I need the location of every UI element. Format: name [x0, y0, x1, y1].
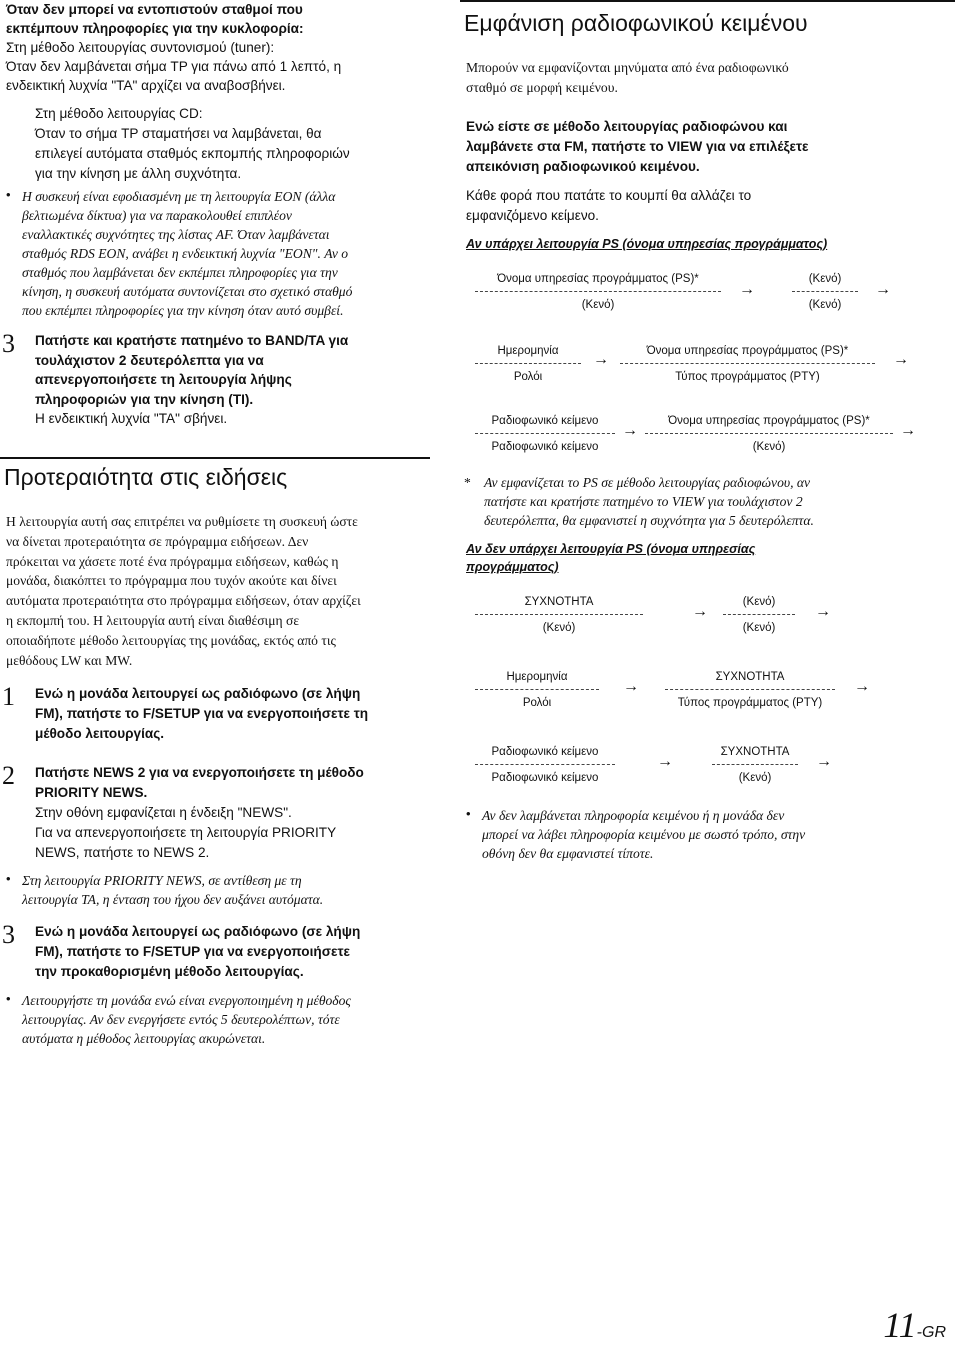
intro-line: Μπορούν να εμφανίζονται μηνύματα από ένα ραδιοφωνικό: [466, 60, 789, 75]
intro-cd-line: Στη μέθοδο λειτουργίας CD:: [35, 106, 203, 121]
flow-box-bottom: (Κενό): [808, 299, 842, 311]
priority-note-line: Στη λειτουργία PRIORITY NEWS, σε αντίθεση με τη: [22, 873, 302, 888]
ps-footnote: [460, 473, 955, 530]
radio-text-intro: [466, 58, 789, 98]
intro-heading: [6, 0, 304, 38]
flow-box-top: Ημερομηνία: [506, 671, 568, 683]
eon-note-line: εναλλακτικές συχνότητες της λίστας AF. Όταν λαμβάνεται: [22, 227, 330, 242]
final-note-line: λειτουργίας. Αν δεν ενεργήσετε εντός 5 δευτερολέπτων, τότε: [22, 1012, 340, 1027]
flow-box-top: Ραδιοφωνικό κείμενο: [491, 746, 599, 758]
step-result: Στην οθόνη εμφανίζεται η ένδειξη "NEWS".: [35, 805, 292, 820]
step-result: Για να απενεργοποιήσετε τη λειτουργία PRIORITY: [35, 825, 337, 840]
flow-box: [475, 343, 581, 385]
arrow-right-icon: →: [815, 603, 831, 620]
eon-note-line: κίνηση, η συσκευή αυτόματα συντονίζεται στο σχετικό σταθμό: [22, 284, 353, 299]
step-result: Η ενδεικτική λυχνία "TA" σβήνει.: [35, 411, 228, 426]
step-2-news: [0, 763, 440, 863]
step-number: 2: [2, 761, 15, 790]
page-number: [883, 1304, 946, 1346]
flow-box: [475, 594, 643, 636]
section-rule: [460, 0, 955, 2]
flow-box-top: Ημερομηνία: [497, 345, 559, 357]
nops-heading-line: προγράμματος): [466, 560, 559, 574]
step-number: 3: [2, 920, 15, 949]
flow-box-divider: [475, 689, 599, 690]
footnote-line: πατήστε και κρατήστε πατημένο το VIEW για τουλάχιστον 2: [484, 494, 803, 509]
arrow-right-icon: →: [692, 603, 708, 620]
flow-box-top: Όνομα υπηρεσίας προγράμματος (PS)*: [497, 273, 699, 285]
news-description-line: Η λειτουργία αυτή σας επιτρέπει να ρυθμίσετε τη συσκευή ώστε: [6, 514, 358, 529]
news-description-line: πρόκειται να χάσετε ποτέ ένα πρόγραμμα ειδήσεων, καθώς η: [6, 553, 339, 569]
step-result: NEWS, πατήστε το NEWS 2.: [35, 845, 210, 860]
flow-box-divider: [712, 764, 798, 765]
flow-box-bottom: Τύπος προγράμματος (PTY): [675, 371, 820, 383]
footnote-line: δευτερόλεπτα, θα εμφανιστεί η συχνότητα για 5 δευτερόλεπτα.: [484, 513, 814, 528]
step-text: πληροφοριών για την κίνηση (TI).: [35, 391, 254, 407]
intro-cd-line: για την κίνηση με άλλη συχνότητα.: [35, 166, 242, 181]
arrow-right-icon: →: [657, 753, 673, 770]
flow-box-divider: [475, 764, 615, 765]
flow-box-divider: [475, 363, 581, 364]
arrow-right-icon: →: [622, 422, 638, 439]
news-description-line: οποιαδήποτε μέθοδο λειτουργίας της μονάδας, εκτός από τις: [6, 632, 336, 648]
flow-box-top: ΣΥΧΝΟΤΗΤΑ: [720, 746, 790, 758]
final-note-left: [0, 991, 440, 1048]
intro-cd-line: Όταν το σήμα TP σταματήσει να λαμβάνεται, θα: [35, 126, 322, 141]
arrow-right-icon: →: [854, 678, 870, 695]
priority-note-line: λειτουργία TA, η ένταση του ήχου δεν αυξάνει αυτόματα.: [22, 892, 324, 907]
flow-box-bottom: Ραδιοφωνικό κείμενο: [491, 441, 599, 453]
final-note-line: αυτόματα η μέθοδος λειτουργίας ακυρώνεται.: [22, 1031, 266, 1046]
flow-box-divider: [665, 689, 835, 690]
flow-box: [712, 744, 798, 786]
flow-box: [620, 343, 875, 385]
news-description-line: η εκπομπή του. Η λειτουργία αυτή είναι διαθέσιμη σε: [6, 612, 300, 628]
step-text: την προκαθορισμένη μέθοδο λειτουργίας.: [35, 964, 304, 979]
flow-box-bottom: (Κενό): [581, 299, 615, 311]
flow-box-top: Όνομα υπηρεσίας προγράμματος (PS)*: [668, 415, 870, 427]
bullet-icon: •: [6, 187, 11, 202]
step-text: Πατήστε NEWS 2 για να ενεργοποιήσετε τη μέθοδο: [35, 765, 364, 780]
step-number: 1: [2, 682, 15, 711]
priority-note: [0, 871, 440, 909]
intro-line: σταθμό σε μορφή κειμένου.: [466, 80, 618, 95]
flow-box-divider: [723, 614, 795, 615]
news-description-line: αυτόματα προτεραιότητα στο πρόγραμμα ειδήσεων, όταν αρχίζει: [6, 593, 361, 609]
step-3-news: [0, 922, 440, 982]
intro-heading-line: Όταν δεν μπορεί να εντοπιστούν σταθμοί που: [6, 2, 303, 17]
step-text: απενεργοποιήσετε τη λειτουργία λήψης: [35, 372, 292, 387]
news-description-line: μεθόδους LW και MW.: [6, 652, 133, 668]
step-text: τουλάχιστον 2 δευτερόλεπτα για να: [35, 352, 264, 368]
news-description-line: να δίνεται προτεραιότητα σε πρόγραμμα ειδήσεων. Δεν: [6, 533, 309, 549]
arrow-right-icon: →: [739, 281, 755, 298]
bullet-icon: •: [6, 871, 11, 886]
final-note-line: Λειτουργήστε τη μονάδα ενώ είναι ενεργοποιημένη η μέθοδος: [22, 993, 351, 1008]
step-text: Ενώ η μονάδα λειτουργεί ως ραδιόφωνο (σε λήψη: [35, 924, 361, 939]
section-title-radio-text: Εμφάνιση ραδιοφωνικού κειμένου: [464, 10, 808, 36]
flow-box-bottom: Ρολόι: [513, 371, 543, 383]
nops-heading-line: Αν δεν υπάρχει λειτουργία PS (όνομα υπηρεσίας: [466, 542, 756, 556]
step-text: Ενώ η μονάδα λειτουργεί ως ραδιόφωνο (σε λήψη: [35, 686, 361, 701]
instruction-line: Ενώ είστε σε μέθοδο λειτουργίας ραδιοφώνου και: [466, 119, 788, 134]
page-number-suffix: -GR: [916, 1324, 946, 1341]
result-line: Κάθε φορά που πατάτε το κουμπί θα αλλάζει το: [466, 188, 752, 203]
intro-tuner-line: Στη μέθοδο λειτουργίας συντονισμού (tuner):: [6, 40, 275, 55]
intro-tuner: [6, 38, 341, 95]
step-number: 3: [2, 329, 15, 358]
news-description-line: μονάδα, διακόπτει το πρόγραμμα που τυχόν ακούτε και δίνει: [6, 573, 337, 589]
flow-box: [475, 413, 615, 455]
eon-note-line: βελτιωμένα δίκτυα) για να παρακολουθεί επιπλέον: [22, 208, 292, 223]
flow-box: [475, 744, 615, 786]
flow-box-top: (Κενό): [808, 273, 842, 285]
flow-box: [475, 669, 599, 711]
footnote-mark: *: [464, 475, 471, 490]
flow-box-bottom: (Κενό): [542, 622, 576, 634]
section-rule: [0, 457, 430, 459]
arrow-right-icon: →: [623, 678, 639, 695]
section-title-news: Προτεραιότητα στις ειδήσεις: [4, 464, 288, 490]
arrow-right-icon: →: [593, 351, 609, 368]
intro-heading-line: εκπέμπουν πληροφορίες για την κυκλοφορία:: [6, 21, 304, 36]
news-description: [6, 512, 361, 670]
page-number-value: 11: [883, 1305, 917, 1345]
arrow-right-icon: →: [893, 351, 909, 368]
flow-box-bottom: Ραδιοφωνικό κείμενο: [491, 772, 599, 784]
footnote-line: Αν εμφανίζεται το PS σε μέθοδο λειτουργίας ραδιοφώνου, αν: [484, 475, 811, 490]
flow-box-divider: [645, 433, 893, 434]
step-text: Πατήστε και κρατήστε πατημένο το BAND/TA για: [35, 333, 349, 348]
flow-box: [665, 669, 835, 711]
intro-cd-line: επιλεγεί αυτόματα σταθμός εκπομπής πληροφοριών: [35, 146, 350, 161]
flow-box: [792, 271, 858, 313]
flow-box-bottom: Τύπος προγράμματος (PTY): [677, 697, 823, 709]
intro-tuner-line: ενδεικτική λυχνία "TA" αρχίζει να αναβοσβήνει.: [6, 78, 286, 93]
final-note-right: [460, 806, 955, 863]
eon-note-line: σταθμός RDS EON, ανάβει η ενδεικτική λυχνία "EON". Αν ο: [22, 246, 349, 261]
flow-box-bottom: (Κενό): [738, 772, 772, 784]
flow-box: [645, 413, 893, 455]
flow-box-bottom: (Κενό): [752, 441, 786, 453]
intro-tuner-line: Όταν δεν λαμβάνεται σήμα TP για πάνω από 1 λεπτό, η: [6, 59, 342, 74]
eon-note-line: που εκπέμπει πληροφορίες για την κίνηση όταν αυτό συμβεί.: [22, 303, 344, 318]
eon-note-line: σταθμός που λαμβάνεται δεν εκπέμπει πληροφορίες για την: [22, 265, 338, 280]
step-text: μέθοδο λειτουργίας.: [35, 726, 165, 741]
step-1-news: [0, 684, 440, 744]
view-instruction: [466, 117, 809, 177]
instruction-line: λαμβάνετε στα FM, πατήστε το VIEW για να επιλέξετε: [466, 139, 809, 154]
flow-box-top: ΣΥΧΝΟΤΗΤΑ: [715, 671, 785, 683]
step-text: FM), πατήστε το F/SETUP για να ενεργοποιήσετε τη: [35, 706, 369, 721]
flow-box: [475, 271, 721, 313]
flow-box-divider: [475, 291, 721, 292]
instruction-line: απεικόνιση ραδιοφωνικού κειμένου.: [466, 159, 700, 174]
step-3-ti: [0, 331, 440, 429]
intro-cd: [35, 104, 350, 184]
final-note-line: οθόνη δεν θα εμφανιστεί τίποτε.: [482, 846, 654, 861]
flow-box-bottom: Ρολόι: [522, 697, 552, 709]
flow-box-top: (Κενό): [742, 596, 776, 608]
final-note-line: μπορεί να λάβει πληροφορία κειμένου με σωστό τρόπο, στην: [482, 827, 806, 842]
arrow-right-icon: →: [900, 422, 916, 439]
flow-box-divider: [792, 291, 858, 292]
flow-box-divider: [475, 433, 615, 434]
bullet-icon: •: [6, 991, 11, 1006]
eon-note-line: Η συσκευή είναι εφοδιασμένη με τη λειτουργία EON (άλλα: [22, 189, 336, 204]
arrow-right-icon: →: [875, 281, 891, 298]
bullet-icon: •: [466, 806, 471, 821]
flow-box-top: Ραδιοφωνικό κείμενο: [491, 415, 599, 427]
flow-box: [723, 594, 795, 636]
flow-box-bottom: (Κενό): [742, 622, 776, 634]
flow-box-divider: [475, 614, 643, 615]
nops-heading: [466, 540, 755, 576]
result-line: εμφανιζόμενο κείμενο.: [466, 208, 599, 223]
step-text: FM), πατήστε το F/SETUP για να ενεργοποιήσετε: [35, 944, 350, 959]
eon-note: [0, 187, 440, 320]
arrow-right-icon: →: [816, 753, 832, 770]
ps-heading: Αν υπάρχει λειτουργία PS (όνομα υπηρεσίας προγράμματος): [466, 237, 828, 251]
flow-box-top: Όνομα υπηρεσίας προγράμματος (PS)*: [646, 345, 849, 357]
flow-box-divider: [620, 363, 875, 364]
flow-box-top: ΣΥΧΝΟΤΗΤΑ: [524, 596, 594, 608]
step-text: PRIORITY NEWS.: [35, 785, 148, 800]
final-note-line: Αν δεν λαμβάνεται πληροφορία κειμένου ή η μονάδα δεν: [482, 808, 785, 823]
view-result: [466, 186, 751, 226]
